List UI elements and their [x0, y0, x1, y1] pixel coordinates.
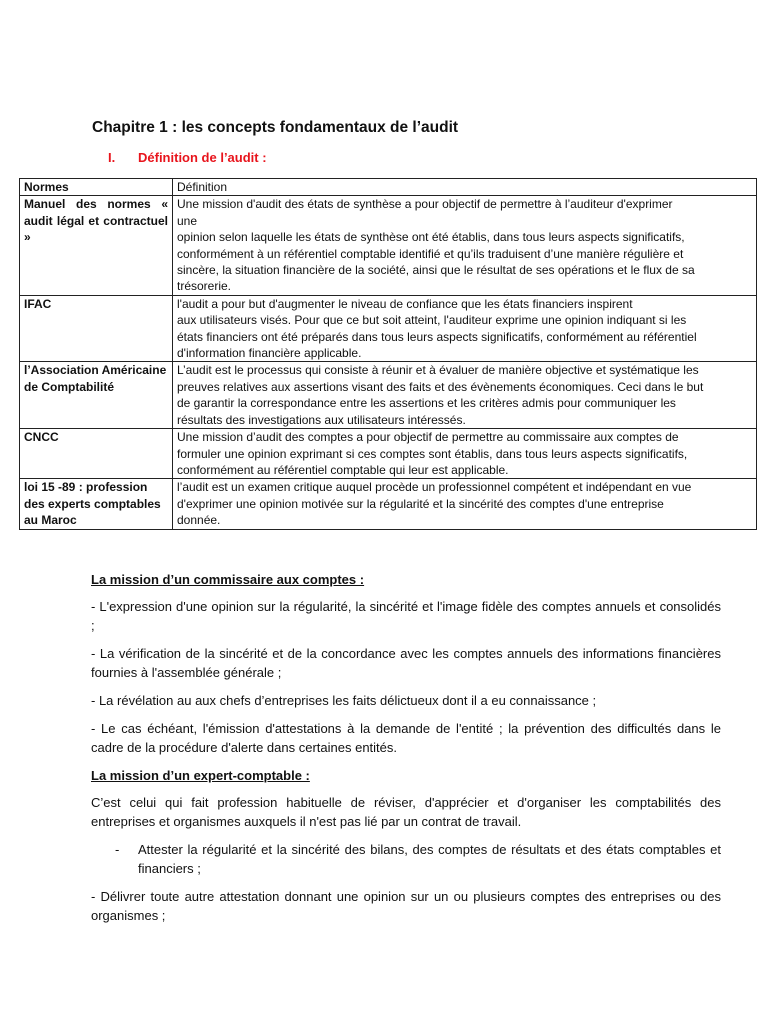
- commissaire-item: - Le cas échéant, l'émission d'attestations à la demande de l'entité ; la prévention des difficultés dans le cadre de la procédure d'alerte dans certaines entités.: [91, 721, 721, 755]
- definition-line: trésorerie.: [177, 279, 232, 294]
- definition-line: Une mission d'audit des états de synthèse a pour objectif de permettre à l’auditeur d'exprimer: [177, 197, 673, 212]
- commissaire-item: - La vérification de la sincérité et de la concordance avec les comptes annuels des informations financières fournies à l'assemblée générale ;: [91, 646, 721, 680]
- definition-line: formuler une opinion exprimant si ces comptes sont établis, dans tous leurs aspects significatifs,: [177, 446, 688, 461]
- definition-line: conformément au référentiel comptable qui leur est applicable.: [177, 462, 509, 477]
- expert-last-item: - Délivrer toute autre attestation donnant une opinion sur un ou plusieurs comptes des entreprises ou des organismes ;: [91, 889, 721, 923]
- norm-cell: Manuel des normes « audit légal et contractuel »: [20, 196, 173, 295]
- chapter-title: Chapitre 1 : les concepts fondamentaux de l’audit: [92, 119, 459, 136]
- table-header-row: [20, 179, 757, 196]
- definition-line: L’audit est le processus qui consiste à réunir et à évaluer de manière objective et systématique les: [177, 363, 699, 378]
- definition-line: états financiers ont été préparés dans tous leurs aspects significatifs, conformément au référentiel: [177, 329, 697, 344]
- definition-line: d'information financière applicable.: [177, 346, 362, 361]
- expert-dash-text: Attester la régularité et la sincérité des bilans, des comptes de résultats et des états comptables et financiers ;: [138, 842, 721, 876]
- definition-cell: [173, 479, 757, 529]
- definition-cell: [173, 362, 757, 429]
- definition-cell: [173, 196, 757, 295]
- expert-heading: La mission d’un expert-comptable :: [91, 768, 310, 783]
- definition-cell: [173, 429, 757, 479]
- definition-line: donnée.: [177, 513, 221, 528]
- table-row: [20, 295, 757, 362]
- definitions-table: [19, 178, 757, 530]
- commissaire-heading: La mission d’un commissaire aux comptes :: [91, 572, 365, 587]
- expert-intro: C’est celui qui fait profession habituelle de réviser, d'apprécier et d'organiser les comptabilités des entreprises et organismes auxquels il n'est pas lié par un contrat de travail.: [91, 795, 721, 829]
- table-row: [20, 479, 757, 529]
- table-row: [20, 429, 757, 479]
- norm-cell: CNCC: [20, 429, 173, 479]
- definition-line: sincère, la situation financière de la société, ainsi que le résultat de ses opérations et le flux de sa: [177, 263, 695, 278]
- definition-line: preuves relatives aux assertions visant des faits et des évènements économiques. Ceci dans le but: [177, 379, 704, 394]
- definition-line: une: [177, 213, 198, 228]
- expert-dash-item: [91, 840, 721, 878]
- definition-line: l'audit a pour but d'augmenter le niveau de confiance que les états financiers inspirent: [177, 296, 633, 311]
- section-heading: [108, 150, 267, 165]
- definition-line: opinion selon laquelle les états de synthèse ont été établis, dans tous leurs aspects significatifs,: [177, 230, 685, 245]
- definition-cell: [173, 295, 757, 362]
- table-row: [20, 196, 757, 295]
- dash-bullet: -: [115, 842, 120, 857]
- norm-cell: IFAC: [20, 295, 173, 362]
- section-title: Définition de l’audit :: [138, 150, 267, 165]
- commissaire-item: - La révélation au aux chefs d’entreprises les faits délictueux dont il a eu connaissance ;: [91, 693, 597, 708]
- norm-cell: l’Association Américaine de Comptabilité: [20, 362, 173, 429]
- body-content: [91, 570, 721, 934]
- definition-line: de garantir la correspondance entre les assertions et les critères admis pour communiquer les: [177, 396, 676, 411]
- definition-line: aux utilisateurs visés. Pour que ce but soit atteint, l'auditeur exprime une opinion indiquant si les: [177, 313, 687, 328]
- norm-cell: loi 15 -89 : profession des experts comptables au Maroc: [20, 479, 173, 529]
- definition-line: conformément à un référentiel comptable identifié et qu’ils traduisent d’une manière régulière et: [177, 246, 684, 261]
- definition-line: l’audit est un examen critique auquel procède un professionnel compétent et indépendant en vue: [177, 480, 692, 495]
- section-number: I.: [108, 150, 116, 165]
- table-row: [20, 362, 757, 429]
- definition-line: d'exprimer une opinion motivée sur la régularité et la sincérité des comptes d'une entreprise: [177, 496, 664, 511]
- definition-line: Une mission d’audit des comptes a pour objectif de permettre au commissaire aux comptes de: [177, 430, 679, 445]
- commissaire-item: - L'expression d'une opinion sur la régularité, la sincérité et l'image fidèle des comptes annuels et consolidés ;: [91, 599, 721, 633]
- header-definition: Définition: [173, 179, 757, 196]
- definition-line: résultats des investigations aux utilisateurs intéressés.: [177, 412, 466, 427]
- header-normes: Normes: [20, 179, 173, 196]
